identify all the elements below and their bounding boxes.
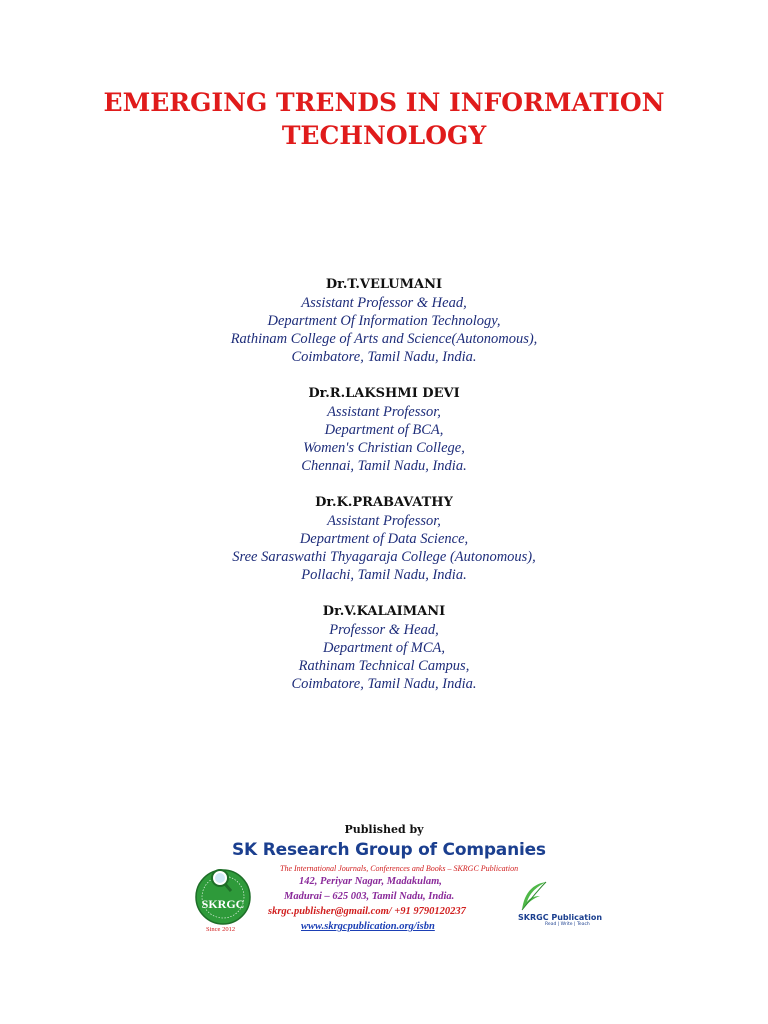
author-name: Dr.V.KALAIMANI xyxy=(322,604,446,619)
author-institution: Rathinam Technical Campus, xyxy=(298,658,470,674)
publisher-company-name: SK Research Group of Companies xyxy=(232,840,546,860)
author-department: Department of MCA, xyxy=(322,640,446,656)
since-label: Since 2012 xyxy=(206,926,236,933)
author-designation: Assistant Professor, xyxy=(327,404,441,420)
published-by-label: Published by xyxy=(344,823,424,836)
author-department: Department Of Information Technology, xyxy=(267,313,501,329)
author-name: Dr.T.VELUMANI xyxy=(325,277,443,292)
logo-text: SKRGC xyxy=(201,897,245,911)
author-block-kalaimani xyxy=(0,602,768,693)
author-location: Coimbatore, Tamil Nadu, India. xyxy=(291,349,477,365)
author-block-lakshmi-devi xyxy=(0,384,768,475)
book-title-line-1: EMERGING TRENDS IN INFORMATION xyxy=(103,88,665,117)
book-title-line-2: TECHNOLOGY xyxy=(281,121,487,150)
publisher-tagline: The International Journals, Conferences and Books – SKRGC Publication xyxy=(280,864,519,873)
author-list xyxy=(0,275,768,711)
author-location: Pollachi, Tamil Nadu, India. xyxy=(301,567,467,583)
author-department: Department of Data Science, xyxy=(299,531,469,547)
publisher-address-line-2: Madurai – 625 003, Tamil Nadu, India. xyxy=(284,891,455,902)
author-designation: Professor & Head, xyxy=(329,622,439,638)
book-title xyxy=(0,86,768,152)
author-department: Department of BCA, xyxy=(324,422,444,438)
author-institution: Sree Saraswathi Thyagaraja College (Autonomous), xyxy=(232,549,536,565)
author-institution: Women's Christian College, xyxy=(303,440,465,456)
author-name: Dr.K.PRABAVATHY xyxy=(315,495,453,510)
author-designation: Assistant Professor & Head, xyxy=(301,295,467,311)
author-block-prabavathy xyxy=(0,493,768,584)
author-designation: Assistant Professor, xyxy=(327,513,441,529)
feather-icon xyxy=(518,880,550,914)
author-institution: Rathinam College of Arts and Science(Autonomous), xyxy=(230,331,538,347)
publisher-website-link[interactable]: www.skrgcpublication.org/isbn xyxy=(301,921,435,932)
publisher-contact: skrgc.publisher@gmail.com/ +91 9790120237 xyxy=(268,906,466,917)
author-location: Coimbatore, Tamil Nadu, India. xyxy=(291,676,477,692)
author-location: Chennai, Tamil Nadu, India. xyxy=(301,458,467,474)
skrgc-seal-logo xyxy=(193,866,253,926)
publication-logo-subtext: Read | Write | Teach xyxy=(545,922,590,927)
author-name: Dr.R.LAKSHMI DEVI xyxy=(308,386,460,401)
publisher-address-line-1: 142, Periyar Nagar, Madakulam, xyxy=(299,876,442,887)
author-block-velumani xyxy=(0,275,768,366)
publication-logo-text: SKRGC Publication xyxy=(518,913,603,922)
